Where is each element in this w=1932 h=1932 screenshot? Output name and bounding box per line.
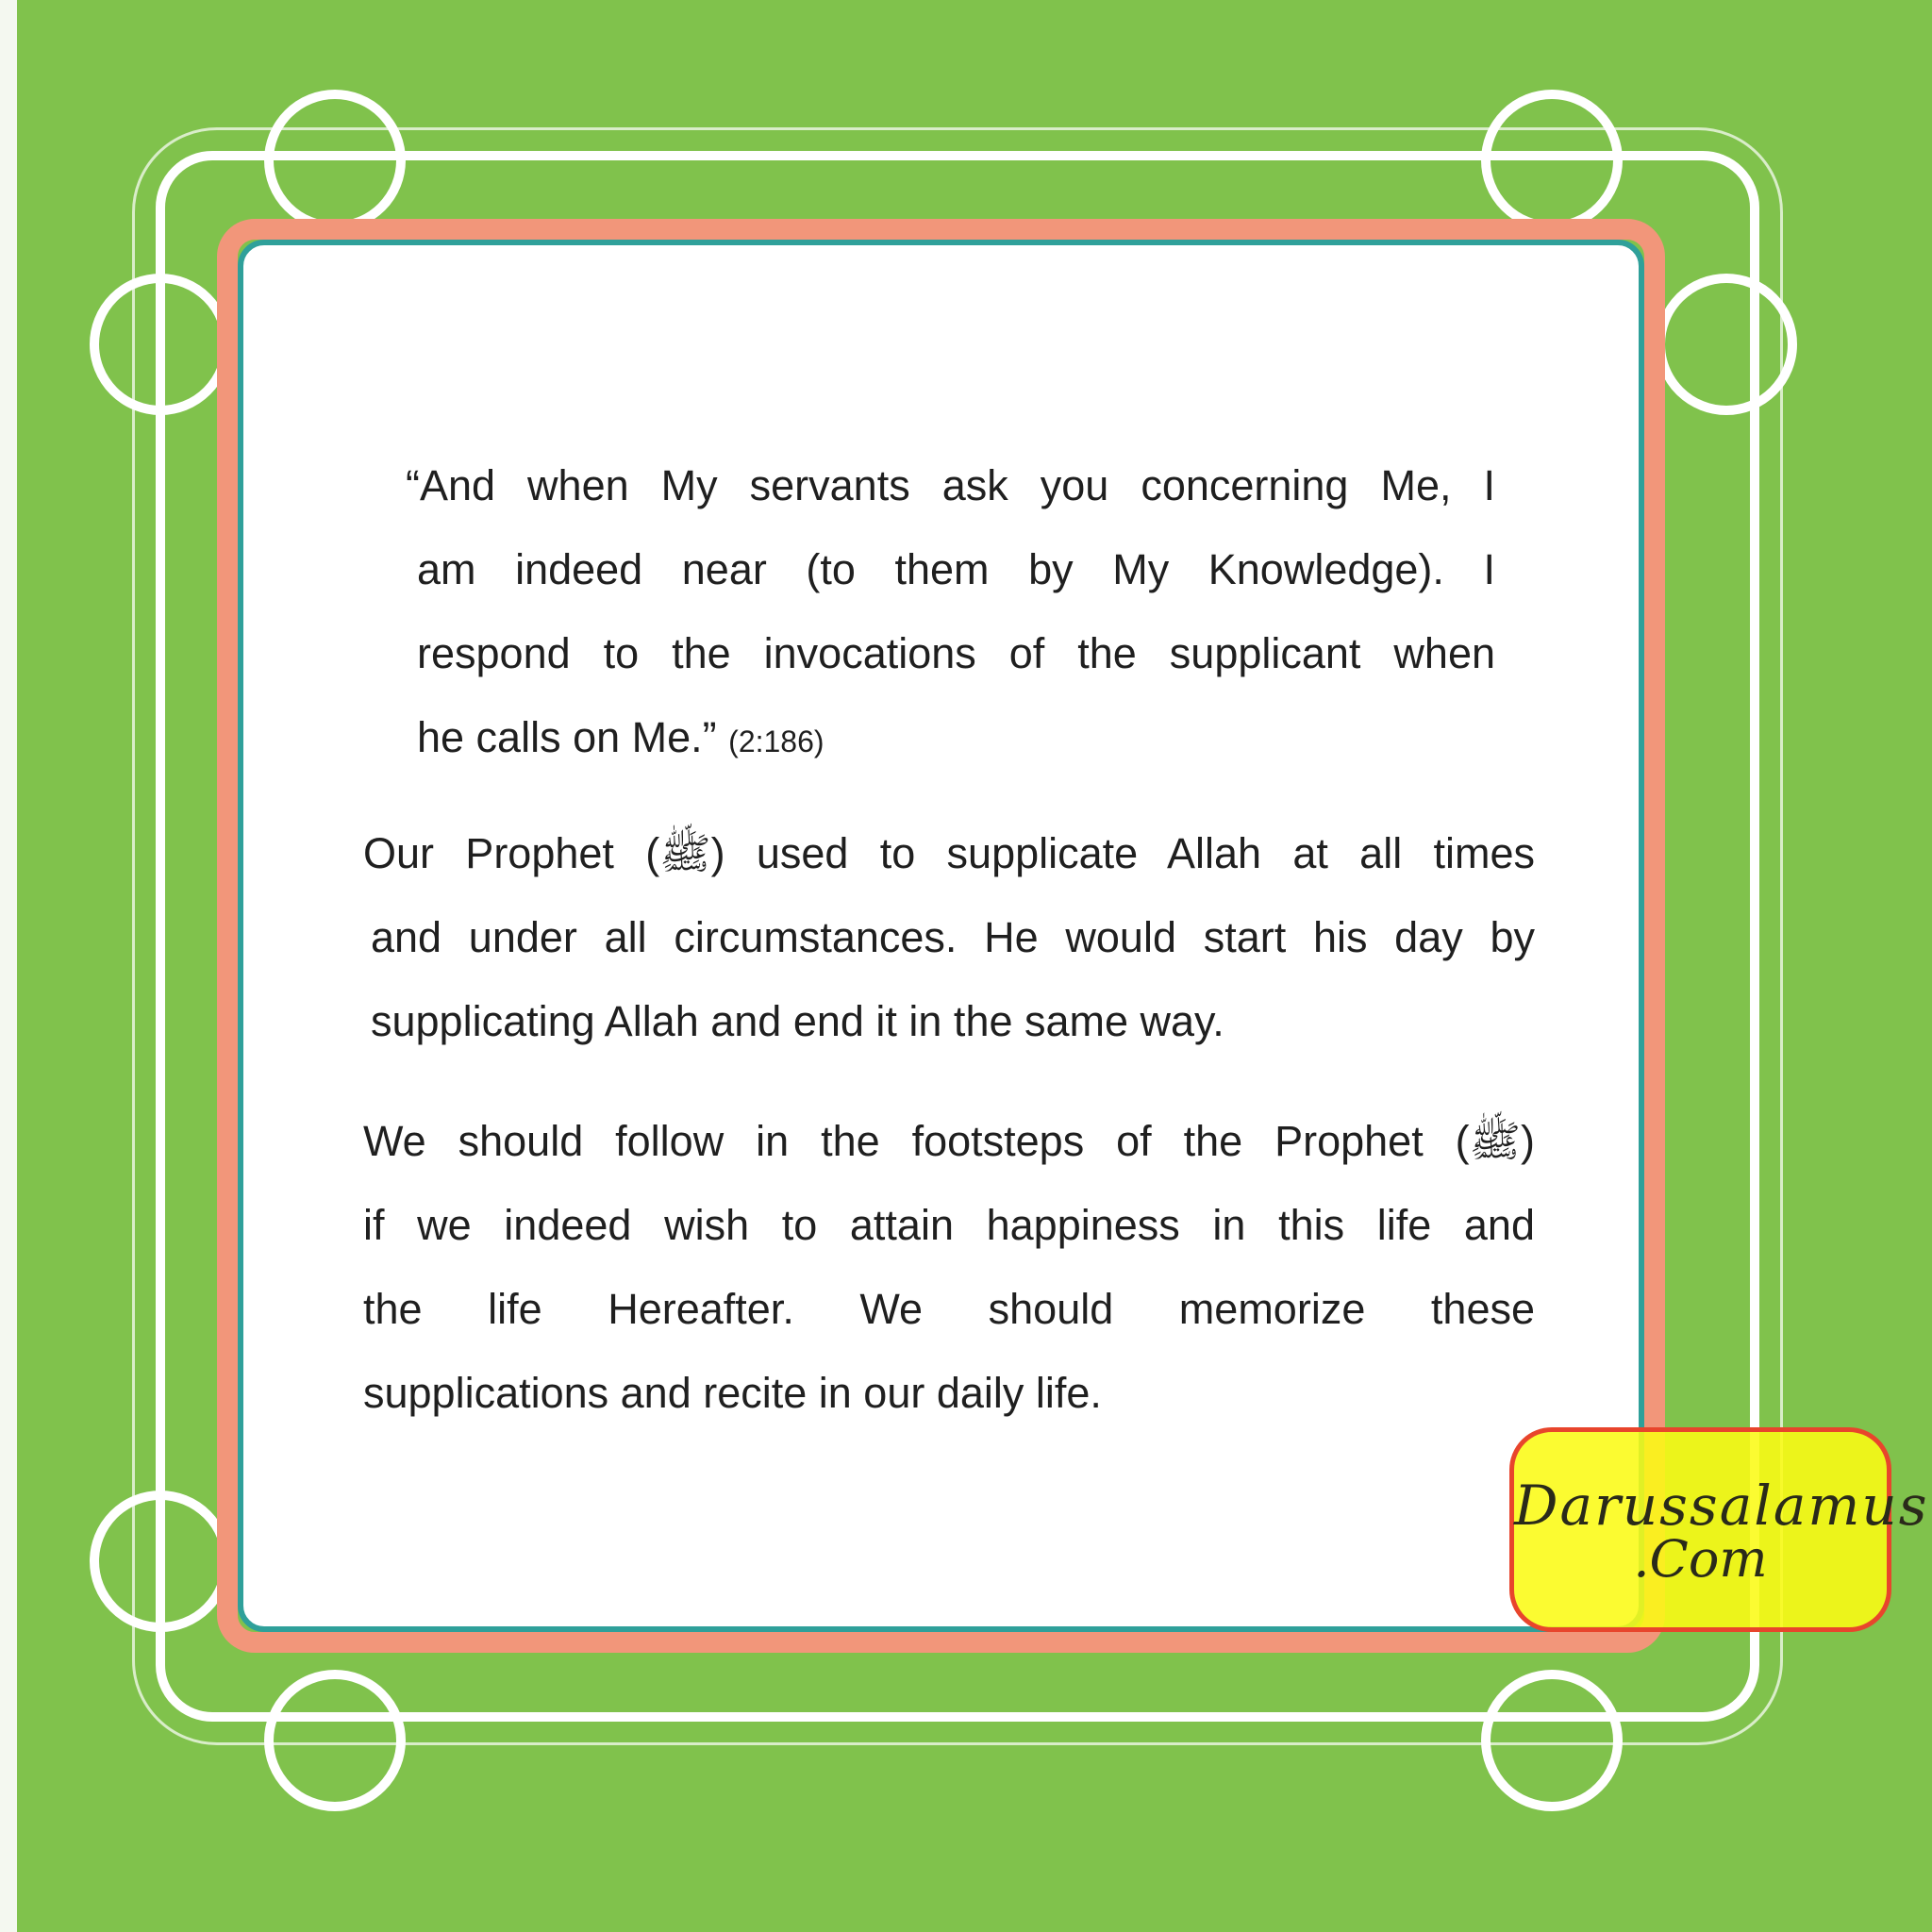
verse-reference: (2:186) xyxy=(728,724,824,758)
corner-scroll-ornament xyxy=(1481,1670,1623,1811)
corner-scroll-ornament xyxy=(90,274,231,415)
corner-scroll-ornament xyxy=(1656,274,1797,415)
paragraph-line: if we indeed wish to attain happiness in this life and xyxy=(363,1201,1535,1249)
scan-edge xyxy=(0,0,17,1932)
quote-line: “And when My servants ask you concerning Me, I xyxy=(406,461,1495,509)
watermark-badge xyxy=(1509,1427,1929,1632)
paragraph-line: and under all circumstances. He would start his day by xyxy=(371,913,1535,961)
corner-scroll-ornament xyxy=(1481,90,1623,231)
corner-scroll-ornament xyxy=(90,1491,231,1632)
paragraph-follow xyxy=(363,1099,1535,1435)
paragraph-prophet xyxy=(363,811,1535,1063)
paragraph-line: the life Hereafter. We should memorize these xyxy=(363,1285,1535,1333)
quote-line: he calls on Me.” xyxy=(417,713,717,761)
quran-quote xyxy=(406,443,1495,779)
paragraph-line: Our Prophet (ﷺ) used to supplicate Allah at all times xyxy=(363,829,1535,877)
quote-line: respond to the invocations of the supplicant when xyxy=(417,629,1495,677)
corner-scroll-ornament xyxy=(264,1670,406,1811)
paragraph-line: supplicating Allah and end it in the same way. xyxy=(371,997,1224,1045)
paragraph-line: We should follow in the footsteps of the Prophet (ﷺ) xyxy=(363,1117,1535,1165)
watermark-text: Darussalamus xyxy=(1514,1474,1929,1538)
watermark-text: .Com xyxy=(1633,1529,1768,1589)
quote-line: am indeed near (to them by My Knowledge). I xyxy=(417,545,1495,593)
corner-scroll-ornament xyxy=(264,90,406,231)
paragraph-line: supplications and recite in our daily life. xyxy=(363,1369,1102,1417)
